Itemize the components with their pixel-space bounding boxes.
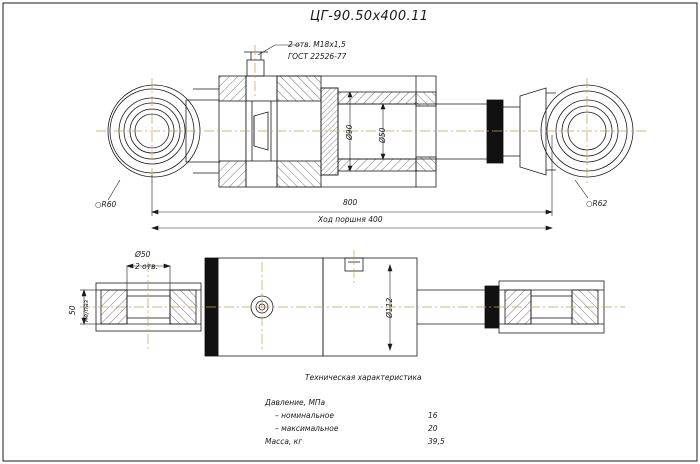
dim-note-rotated: не/паз bbox=[82, 299, 90, 322]
dim-label-50: 50 bbox=[68, 305, 77, 315]
stroke-note: Ход поршня 400 bbox=[318, 215, 383, 224]
spec-row-3-label: Масса, кг bbox=[265, 437, 303, 446]
dim-label-800: 800 bbox=[343, 198, 358, 207]
spec-row-0-label: Давление, МПа bbox=[265, 398, 326, 407]
spec-heading: Техническая характеристика bbox=[305, 373, 422, 382]
dim-label-d112: Ø112 bbox=[385, 297, 394, 318]
spec-row-1-value: 16 bbox=[428, 411, 438, 420]
spec-row-1-label: – номинальное bbox=[275, 411, 334, 420]
thread-note-line-2: ГОСТ 22526-77 bbox=[288, 52, 347, 61]
radius-label-left: ○R60 bbox=[95, 200, 117, 209]
dim-label-d90: Ø90 bbox=[345, 124, 354, 140]
spec-row-2-label: – максимальное bbox=[275, 424, 339, 433]
radius-label-right: ○R62 bbox=[586, 199, 608, 208]
holes-note: 2 отв. bbox=[135, 262, 158, 271]
dim-label-d50-top: Ø50 bbox=[378, 127, 387, 143]
spec-row-3-value: 39,5 bbox=[428, 437, 445, 446]
thread-note-line-1: 2 отв. М18х1,5 bbox=[288, 40, 346, 49]
spec-row-2-value: 20 bbox=[428, 424, 438, 433]
dim-label-d50-bottom: Ø50 bbox=[135, 250, 151, 259]
drawing-title: ЦГ-90.50x400.11 bbox=[310, 9, 429, 24]
